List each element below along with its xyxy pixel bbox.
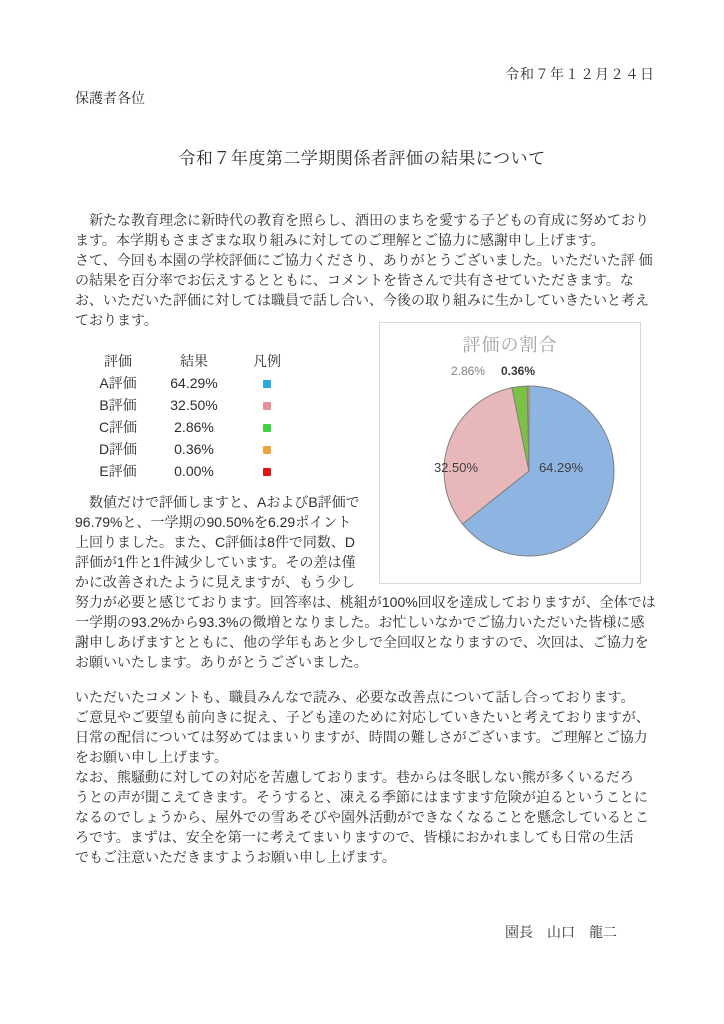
- text-line: 新たな教育理念に新時代の教育を照らし、酒田のまちを愛する子どもの育成に努めており: [75, 212, 649, 228]
- text-line: ております。: [75, 312, 158, 328]
- row-label: B評価: [99, 397, 137, 413]
- salutation: 保護者各位: [75, 90, 145, 106]
- text-line: ご意見やご要望も前向きに捉え、子ども達のために対応していきたいと考えておりますが、: [75, 709, 650, 725]
- text-line: いただいたコメントも、職員みんなで読み、必要な改善点について話し合っております。: [75, 689, 635, 705]
- row-value: 0.36%: [174, 441, 214, 457]
- legend-swatch: [234, 441, 300, 457]
- text-line: 数値だけで評価しますと、AおよびB評価で: [75, 494, 360, 510]
- text-line: 努力が必要と感じております。回答率は、桃組が100%回収を達成しておりますが、全体では: [75, 594, 656, 610]
- legend-color-icon: [263, 468, 271, 476]
- text-line: をお願い申し上げます。: [75, 749, 228, 765]
- text-line: でもご注意いただきますようお願い申し上げます。: [75, 849, 396, 865]
- rating-table-body: [82, 372, 300, 482]
- table-row: [82, 438, 300, 460]
- header-evaluation: 評価: [104, 353, 132, 369]
- intro-paragraph: [75, 210, 653, 330]
- legend-swatch: [234, 375, 300, 391]
- table-row: [82, 416, 300, 438]
- text-line: 96.79%と、一学期の90.50%を6.29ポイント: [75, 514, 352, 530]
- row-label: C評価: [98, 419, 138, 435]
- row-value: 32.50%: [170, 397, 218, 413]
- legend-color-icon: [263, 380, 271, 388]
- legend-swatch: [234, 463, 300, 479]
- row-value: 2.86%: [174, 419, 214, 435]
- pie-label-d: 0.36%: [500, 364, 536, 378]
- chart-title: 評価の割合: [462, 335, 558, 355]
- text-line: 一学期の93.2%から93.3%の微増となりました。お忙しいなかでご協力いただいた皆様に感: [75, 614, 645, 630]
- header-legend: 凡例: [253, 353, 281, 369]
- text-line: ろです。まずは、安全を第一に考えてまいりますので、皆様におかれましても日常の生活: [75, 829, 634, 845]
- document-date: 令和７年１２月２４日: [505, 66, 655, 82]
- text-line: お、いただいた評価に対しては職員で話し合い、今後の取り組みに生かしていきたいと考え: [75, 292, 649, 308]
- text-line: ます。本学期もさまざまな取り組みに対してのご理解とご協力に感謝申し上げます。: [75, 232, 605, 248]
- legend-color-icon: [263, 402, 271, 410]
- row-value: 64.29%: [170, 375, 218, 391]
- rating-table: [82, 350, 300, 482]
- text-line: さて、今回も本園の学校評価にご協力くださり、ありがとうございました。いただいた評 価: [75, 252, 653, 268]
- text-line: 上回りました。また、C評価は8件で同数、D: [75, 534, 356, 550]
- signature: 園長 山口 龍二: [505, 924, 617, 940]
- table-row: [82, 460, 300, 482]
- pie-label-a: 64.29%: [538, 460, 584, 475]
- row-label: E評価: [99, 463, 137, 479]
- text-line: お願いいたします。ありがとうございました。: [75, 654, 368, 670]
- text-line: 謝申しあげますとともに、他の学年もあと少しで全回収となりますので、次回は、ご協力を: [75, 634, 649, 650]
- table-row: [82, 372, 300, 394]
- table-row: [82, 394, 300, 416]
- analysis-paragraph: [75, 492, 656, 672]
- row-label: D評価: [98, 441, 138, 457]
- legend-swatch: [234, 419, 300, 435]
- text-line: の結果を百分率でお伝えするとともに、コメントを皆さんで共有させていただきます。な: [75, 272, 634, 288]
- page-title: 令和７年度第二学期関係者評価の結果について: [178, 149, 546, 168]
- text-line: 日常の配信については努めてはまいりますが、時間の難しさがございます。ご理解とご協力: [75, 729, 648, 745]
- row-label: A評価: [99, 375, 137, 391]
- text-line: なお、熊騒動に対しての対応を苦慮しております。巷からは冬眠しない熊が多くいるだろ: [75, 769, 634, 785]
- text-line: 評価が1件と1件減少しています。その差は僅: [75, 554, 356, 570]
- legend-color-icon: [263, 446, 271, 454]
- legend-color-icon: [263, 424, 271, 432]
- comments-paragraph: [75, 687, 650, 867]
- header-result: 結果: [180, 353, 208, 369]
- text-line: なるのでしょうから、屋外での雪あそびや園外活動ができなくなることを懸念しているとこ: [75, 809, 649, 825]
- text-line: うとの声が聞こえてきます。そうすると、凍える季節にはますます危険が迫るということに: [75, 789, 648, 805]
- legend-swatch: [234, 397, 300, 413]
- text-line: かに改善されたように見えますが、もう少し: [75, 574, 355, 590]
- rating-table-header: [82, 350, 300, 372]
- pie-label-c: 2.86%: [450, 364, 486, 378]
- pie-label-b: 32.50%: [433, 460, 479, 475]
- row-value: 0.00%: [174, 463, 214, 479]
